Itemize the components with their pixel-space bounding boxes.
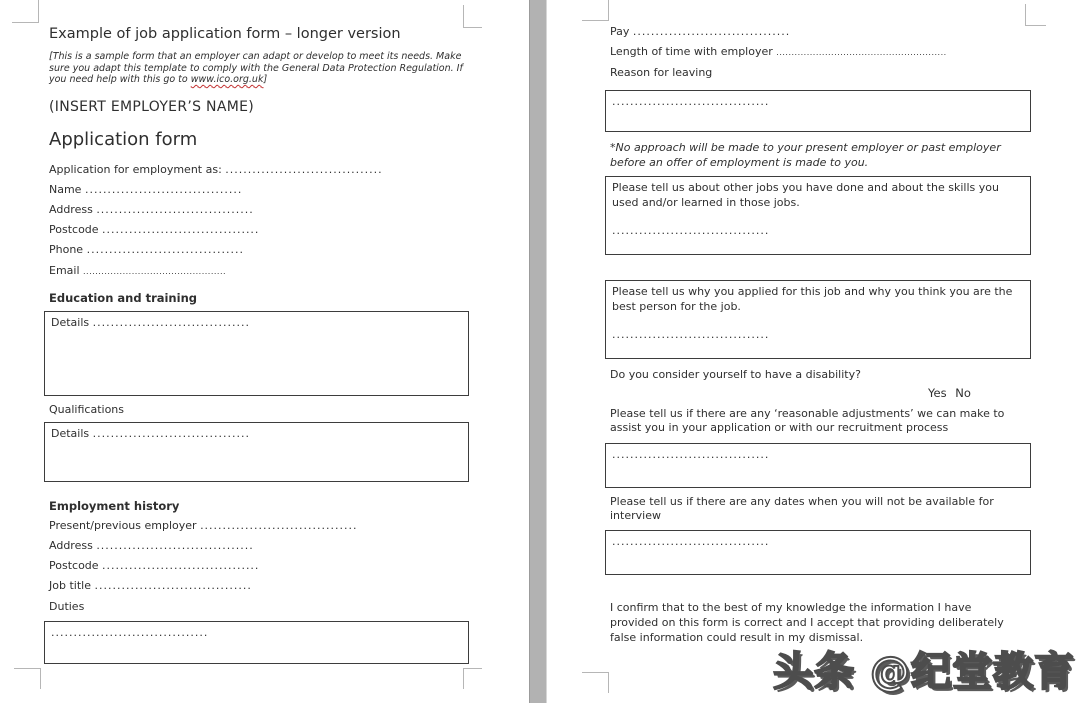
answer-dots: ...................................: [102, 559, 260, 573]
field-name: [49, 180, 469, 200]
answer-dots: ...................................: [225, 162, 383, 176]
page-gap-divider: [529, 0, 547, 703]
field-label: Phone: [49, 243, 87, 257]
disability-options: [928, 386, 1031, 400]
answer-dots: ...................................: [632, 25, 791, 38]
field-job-title: [49, 576, 469, 596]
answer-dots: ...................................: [96, 538, 254, 552]
field-postcode: [49, 220, 469, 240]
answer-dots: ...................................: [102, 223, 260, 237]
answer-dots: ...................................: [51, 625, 209, 639]
field-label: Present/previous employer: [49, 518, 201, 532]
yes-option[interactable]: Yes: [928, 385, 947, 400]
field-label: Pay: [610, 25, 633, 38]
field-email: [49, 261, 469, 282]
answer-dots: ...................................: [92, 426, 251, 440]
intro-note: [49, 51, 464, 86]
field-label: Length of time with employer: [610, 45, 777, 59]
answer-dots: ...................................: [612, 447, 770, 461]
page-1: [44, 0, 469, 664]
interview-dates-box[interactable]: [605, 530, 1031, 575]
watermark: 头条 @纪堂教育: [773, 649, 1075, 695]
field-label: Postcode: [49, 559, 103, 573]
answer-dots: ...................................: [612, 223, 770, 237]
education-details-box[interactable]: [44, 311, 469, 396]
page-2: [605, 0, 1031, 645]
duties-label: Duties: [49, 599, 85, 613]
answer-dots: ...............................................: [83, 266, 227, 276]
field-address: [49, 200, 469, 220]
field-label: Email: [49, 263, 84, 277]
field-label: Address: [49, 202, 97, 216]
answer-dots: ...................................: [86, 243, 244, 257]
field-pay: [610, 22, 1031, 42]
employer-name-placeholder: (INSERT EMPLOYER’S NAME): [49, 98, 254, 115]
field-application-as: [49, 160, 469, 180]
crop-mark: [463, 668, 482, 689]
crop-mark: [14, 668, 41, 689]
answer-dots: ........................................................: [776, 48, 947, 58]
intro-note-text: [This is a sample form that an employer can adapt or develop to meet its needs. Make sure you adapt this template to comply with the General Data Protection Regulation. If you need help with this go to: [49, 51, 463, 85]
field-employer-postcode: [49, 556, 469, 576]
answer-dots: ...................................: [94, 579, 252, 593]
no-option[interactable]: No: [955, 385, 971, 400]
adjustments-box[interactable]: [605, 443, 1031, 488]
why-applied-box[interactable]: [605, 280, 1031, 359]
field-label: Address: [49, 538, 97, 552]
crop-mark: [582, 672, 609, 693]
answer-dots: ...................................: [612, 94, 770, 108]
intro-note-close: ]: [263, 74, 268, 85]
answer-dots: ...................................: [612, 534, 770, 548]
answer-dots: ...................................: [92, 315, 251, 329]
personal-fields: [44, 160, 469, 282]
reason-for-leaving-box[interactable]: [605, 90, 1031, 132]
field-label: Application for employment as:: [49, 162, 226, 176]
field-prev-employer: [49, 516, 469, 536]
box-label: Details: [51, 315, 93, 329]
answer-dots: ...................................: [96, 202, 254, 216]
form-heading: Application form: [49, 128, 198, 150]
qualifications-details-box[interactable]: [44, 422, 469, 482]
field-label: Postcode: [49, 223, 103, 237]
field-label: Name: [49, 182, 85, 196]
ico-link[interactable]: www.ico.org.uk: [190, 74, 264, 85]
qualifications-label: Qualifications: [49, 402, 125, 416]
answer-dots: ...................................: [200, 518, 358, 532]
reason-for-leaving-label: Reason for leaving: [610, 66, 713, 80]
section-education-heading: Education and training: [49, 290, 197, 305]
other-jobs-box[interactable]: [605, 176, 1031, 255]
answer-dots: ...................................: [612, 327, 770, 341]
why-applied-prompt: Please tell us why you applied for this job and why you think you are the best person for the job.: [612, 284, 1013, 313]
no-approach-note: *No approach will be made to your present employer or past employer before an offer of employment is made to you.: [610, 140, 1001, 169]
box-label: Details: [51, 426, 93, 440]
disability-question: Do you consider yourself to have a disability?: [610, 367, 861, 381]
answer-dots: ...................................: [84, 182, 243, 196]
field-employer-address: [49, 536, 469, 556]
field-length-of-time: [610, 42, 1031, 63]
employment-fields: [44, 516, 469, 617]
crop-mark: [12, 0, 39, 23]
adjustments-prompt: Please tell us if there are any ‘reasonable adjustments’ we can make to assist you in your application or with our recruitment process: [610, 406, 1005, 435]
interview-dates-prompt: Please tell us if there are any dates when you will not be available for interview: [610, 494, 994, 523]
field-label: Job title: [49, 579, 95, 593]
confirmation-statement: I confirm that to the best of my knowledge the information I have provided on this form is correct and I accept that providing deliberately false information could result in my dismissal.: [610, 600, 1004, 644]
other-jobs-prompt: Please tell us about other jobs you have done and about the skills you used and/or learned in those jobs.: [612, 180, 999, 209]
document-title: Example of job application form – longer version: [49, 26, 401, 42]
section-employment-heading: Employment history: [49, 498, 180, 513]
duties-box[interactable]: [44, 621, 469, 664]
field-phone: [49, 240, 469, 260]
